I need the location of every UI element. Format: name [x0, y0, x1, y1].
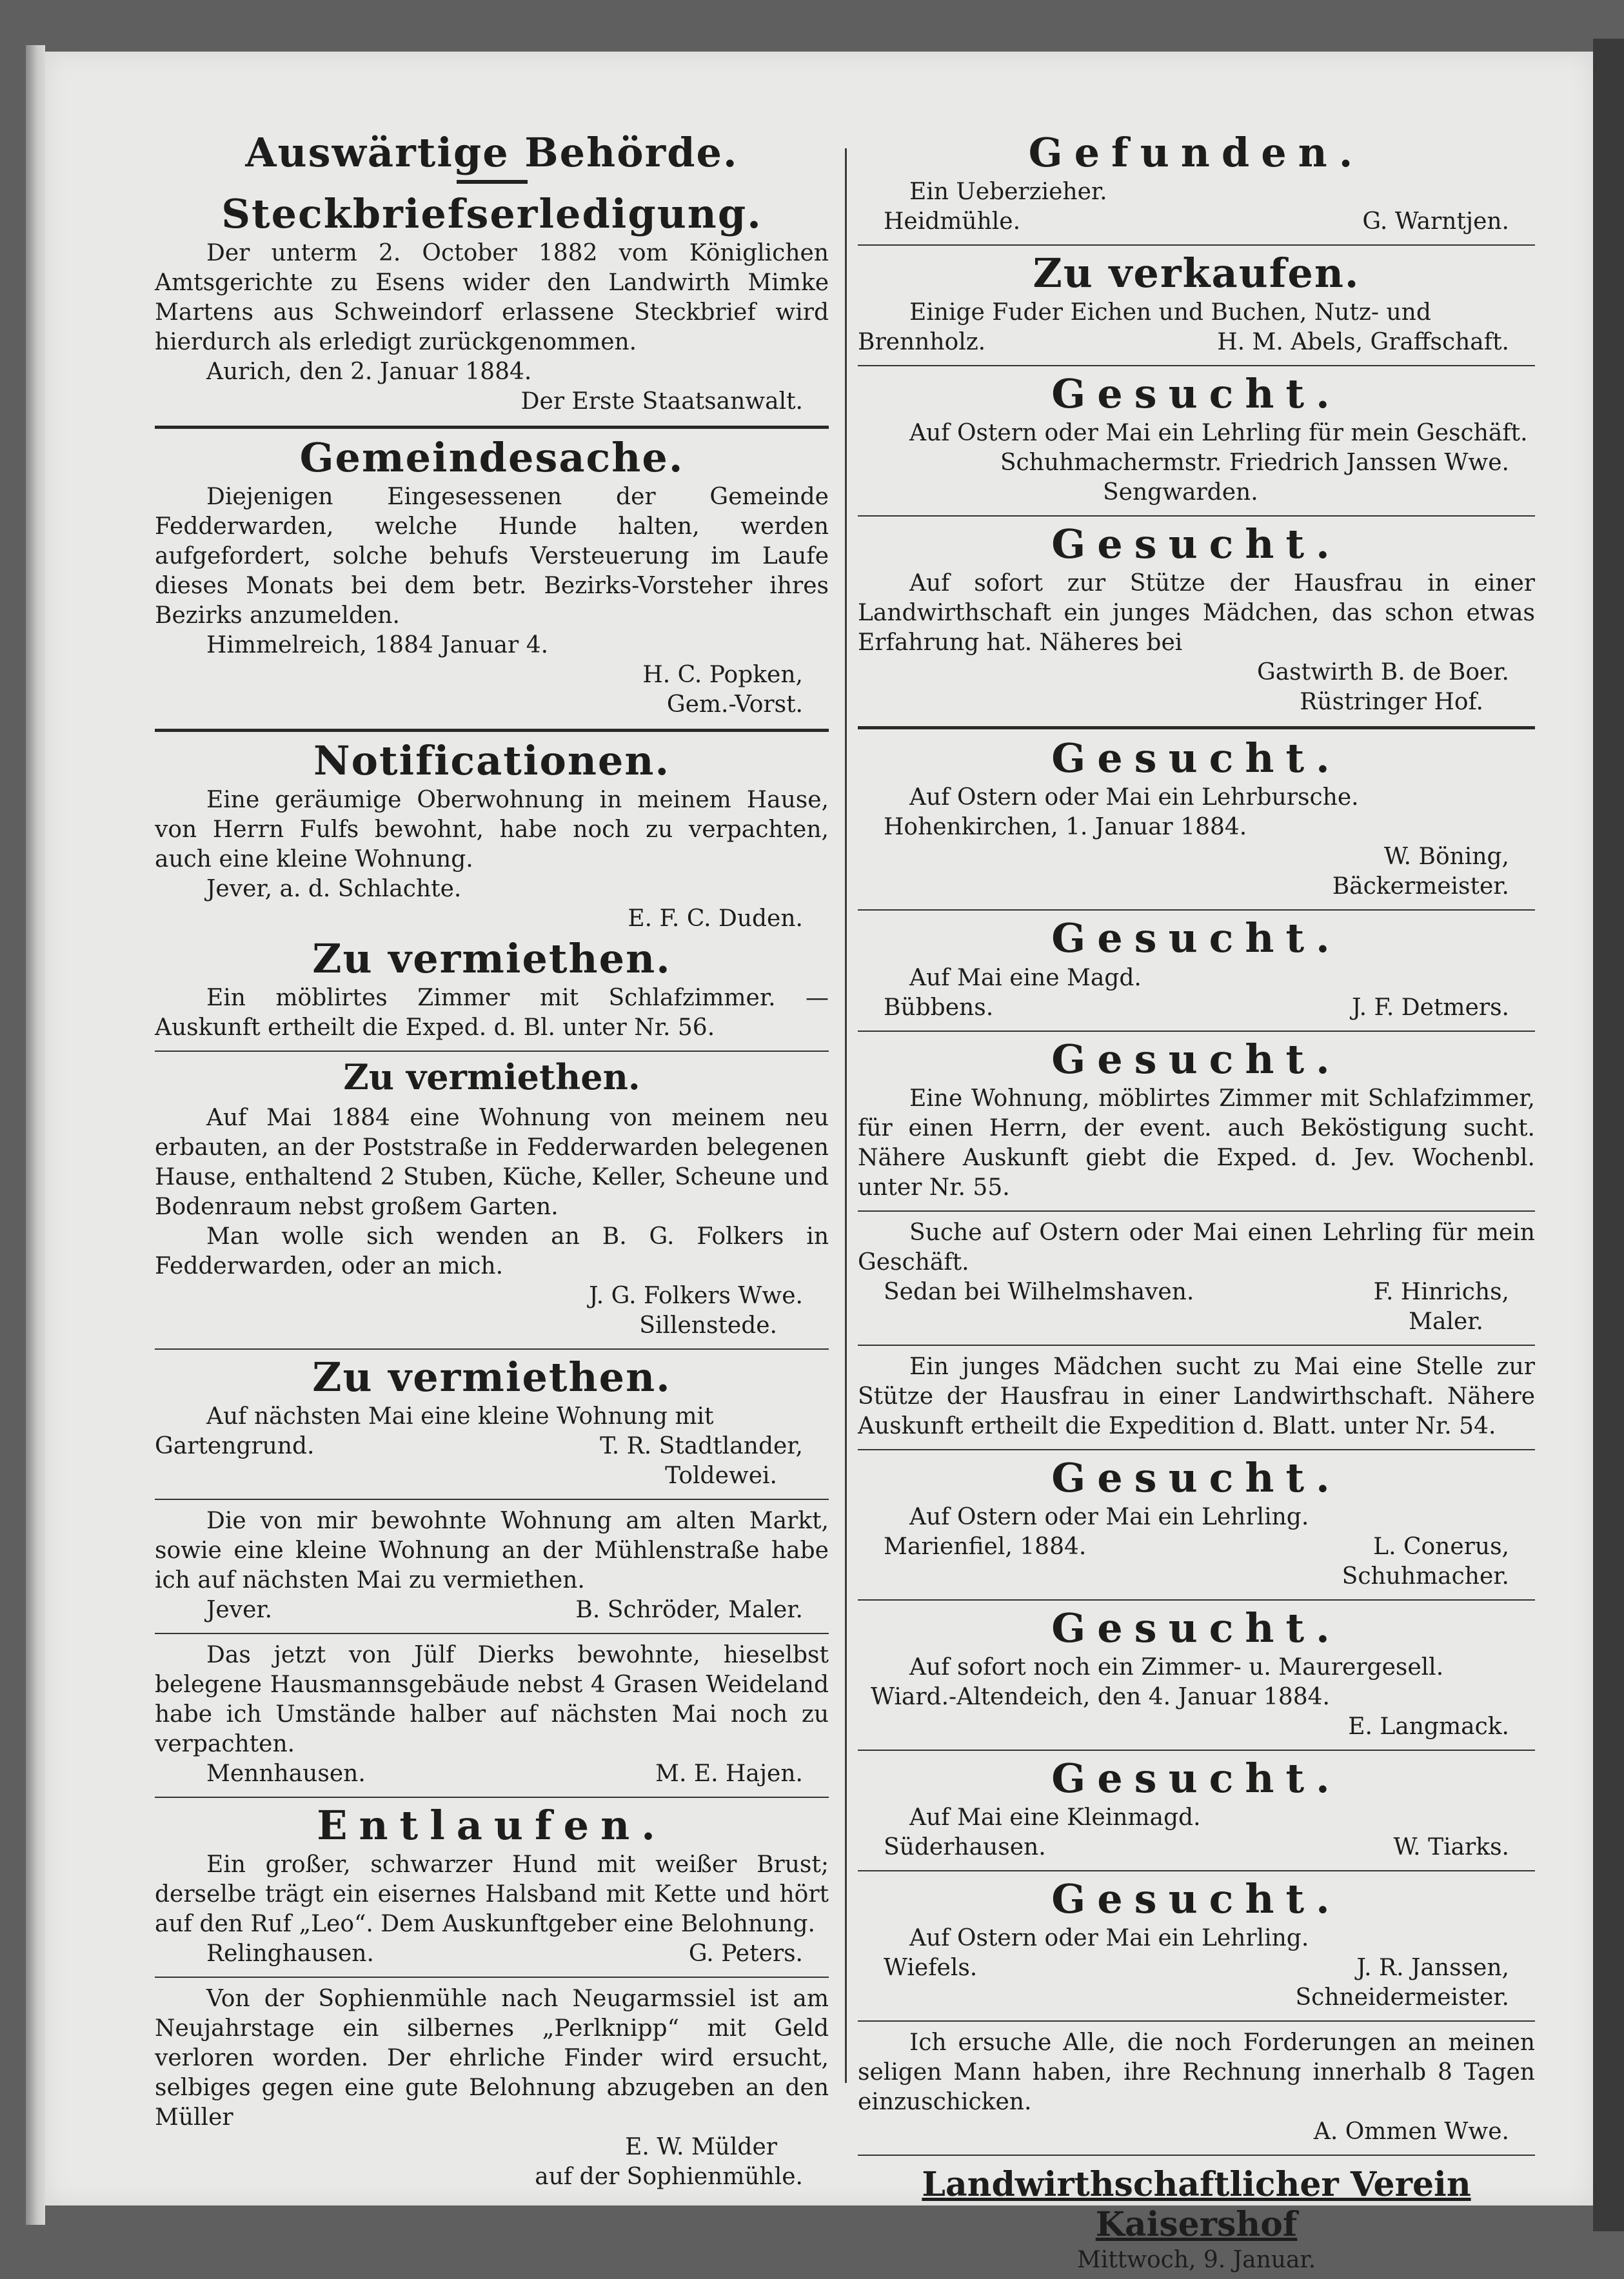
notice-place: Wiefels.	[884, 1955, 978, 1982]
notice-body: Der unterm 2. October 1882 vom Königlichen Amtsgerichte zu Esens wider den Landwirth Mimke Martens aus Schweindorf erlassene Steckbrief wird hierdurch als erledigt zurückgenommen.	[155, 240, 829, 356]
notice-gesucht-1	[858, 370, 1535, 508]
notice-place: Jever.	[206, 1596, 273, 1623]
notice-hausmannsgebaeude	[155, 1641, 829, 1789]
notice-body: Auf Ostern oder Mai ein Lehrling.	[909, 1925, 1309, 1952]
notice-lehrling-maler	[858, 1218, 1535, 1337]
notice-body-end: Gartengrund.	[155, 1432, 315, 1459]
separator-rule	[155, 1977, 829, 1978]
notice-signature: G. Warntjen.	[1362, 208, 1509, 235]
notice-body: Ein junges Mädchen sucht zu Mai eine Stelle zur Stütze der Hausfrau in einer Landwirthschaft. Nähere Auskunft ertheilt die Expedition d. Blatt. unter Nr. 54.	[858, 1353, 1535, 1439]
notice-place-date: Hohenkirchen, 1. Januar 1884.	[884, 814, 1247, 841]
notice-gesucht-6	[858, 1454, 1535, 1592]
separator-rule	[858, 726, 1535, 729]
separator-rule	[155, 1797, 829, 1798]
notice-gesucht-5	[858, 1035, 1535, 1203]
notice-body: Eine geräumige Oberwohnung in meinem Hause, von Herrn Fulfs bewohnt, habe noch zu verpachten, auch eine kleine Wohnung.	[155, 787, 829, 873]
notice-body: Die von mir bewohnte Wohnung am alten Markt, sowie eine kleine Wohnung an der Mühlenstraße habe ich auf nächsten Mai zu vermiethen.	[155, 1507, 829, 1593]
separator-rule	[155, 729, 829, 732]
notice-title: Gesucht.	[1051, 1035, 1342, 1083]
notice-gemeindesache	[155, 434, 829, 720]
notice-signature-place: Sillenstede.	[639, 1312, 777, 1339]
left-column	[155, 129, 829, 2196]
notice-signature: T. R. Stadtlander,	[600, 1432, 803, 1459]
notice-vermiethen-3	[155, 1353, 829, 1491]
notice-signature: M. E. Hajen.	[655, 1760, 803, 1787]
separator-rule	[858, 2155, 1535, 2156]
notice-footer-row	[155, 1759, 829, 1789]
notice-title: Zu vermiethen.	[312, 1353, 671, 1401]
notice-body: Suche auf Ostern oder Mai einen Lehrling für mein Geschäft.	[858, 1219, 1535, 1276]
notice-signature: A. Ommen Wwe.	[1313, 2118, 1509, 2146]
separator-rule	[858, 515, 1535, 517]
separator-rule	[858, 1345, 1535, 1346]
separator-rule	[155, 1633, 829, 1634]
notice-body: Auf nächsten Mai eine kleine Wohnung mit	[206, 1403, 714, 1430]
notice-place-date: Aurich, den 2. Januar 1884.	[206, 359, 532, 386]
separator-rule	[858, 1449, 1535, 1450]
notice-body: Auf Mai eine Kleinmagd.	[909, 1804, 1201, 1831]
notice-title: Gemeindesache.	[299, 434, 684, 482]
notice-signature: W. Böning,	[1383, 844, 1509, 871]
notice-footer-row	[858, 1278, 1535, 1307]
notice-title: Gesucht.	[1051, 370, 1342, 418]
notice-signature: H. C. Popken,	[642, 662, 803, 689]
verein-title: Landwirthschaftlicher Verein Kaisershof	[922, 2165, 1471, 2245]
separator-rule	[858, 1210, 1535, 1212]
notice-footer-row	[858, 1833, 1535, 1862]
notice-steckbrief	[155, 190, 829, 417]
notice-gesucht-2	[858, 520, 1535, 717]
notice-signature: H. M. Abels, Graffschaft.	[1217, 329, 1509, 356]
separator-rule	[858, 909, 1535, 911]
notice-signature-place: Toldewei.	[665, 1462, 777, 1489]
notice-body: Auf Mai 1884 eine Wohnung von meinem neu erbauten, an der Poststraße in Fedderwarden belegenen Hause, enthaltend 2 Stuben, Küche, Keller, Scheune und Bodenraum nebst großem Garten.	[155, 1104, 829, 1220]
notice-signature: J. G. Folkers Wwe.	[589, 1282, 803, 1309]
notice-gesucht-4	[858, 914, 1535, 1022]
notice-title: Gesucht.	[1051, 735, 1342, 782]
notice-title: Gesucht.	[1051, 1875, 1342, 1922]
separator-rule	[858, 244, 1535, 246]
notice-signature-title: Maler.	[1409, 1308, 1483, 1335]
notice-title: Gesucht.	[1051, 1454, 1342, 1501]
notice-gesucht-7	[858, 1604, 1535, 1742]
notice-signature-title: Schneidermeister.	[1295, 1984, 1509, 2011]
notice-body: Einige Fuder Eichen und Buchen, Nutz- und	[909, 299, 1431, 326]
right-column	[858, 129, 1535, 2279]
notice-gefunden	[858, 129, 1535, 237]
notice-stelle-gesucht	[858, 1352, 1535, 1441]
notice-footer-row	[858, 1953, 1535, 1983]
notice-title: Zu verkaufen.	[1033, 250, 1360, 297]
verein-date: Mittwoch, 9. Januar.	[1076, 2246, 1316, 2273]
notice-signature: J. F. Detmers.	[1352, 994, 1509, 1021]
notice-title: Gesucht.	[1051, 914, 1342, 962]
notice-place-date: Wiard.-Altendeich, den 4. Januar 1884.	[871, 1683, 1330, 1710]
notice-body: Diejenigen Eingesessenen der Gemeinde Fedderwarden, welche Hunde halten, werden aufgefordert, solche behufs Versteuerung im Laufe dieses Monats bei dem betr. Bezirks-Vorsteher ihres Bezirks anzumelden.	[155, 484, 829, 629]
notice-body: Auf Ostern oder Mai ein Lehrling für mein Geschäft.	[909, 420, 1528, 447]
notice-signature: L. Conerus,	[1373, 1533, 1509, 1560]
notice-signature-title: Schuhmacher.	[1342, 1563, 1509, 1590]
notice-body: Von der Sophienmühle nach Neugarmssiel ist am Neujahrstage ein silbernes „Perlknipp“ mit Geld verloren worden. Der ehrliche Finder wird ersucht, selbiges gegen eine gute Belohnung abzugeben an den Müller	[155, 1986, 829, 2131]
short-rule	[457, 180, 528, 184]
separator-rule	[858, 1750, 1535, 1751]
notice-notificationen	[155, 737, 829, 934]
notice-signature: J. R. Janssen,	[1356, 1955, 1509, 1982]
separator-rule	[858, 1031, 1535, 1032]
notice-footer-row	[858, 328, 1535, 357]
notice-place: Sedan bei Wilhelmshaven.	[884, 1278, 1194, 1305]
notice-signature: E. Langmack.	[1348, 1713, 1509, 1740]
notice-title: Zu vermiethen.	[343, 1056, 640, 1098]
notice-title: Gefunden.	[1028, 129, 1365, 176]
separator-rule	[858, 1870, 1535, 1871]
notice-place: Mennhausen.	[206, 1760, 366, 1787]
notice-place: Jever, a. d. Schlachte.	[206, 876, 462, 903]
notice-title: Zu vermiethen.	[312, 935, 671, 983]
notice-footer-row	[155, 1432, 829, 1461]
notice-place: Süderhausen.	[884, 1833, 1046, 1860]
separator-rule	[858, 365, 1535, 366]
separator-rule	[155, 1051, 829, 1052]
notice-signature: E. W. Mülder	[625, 2134, 777, 2161]
scan-border	[1593, 39, 1624, 2231]
notice-title: Gesucht.	[1051, 520, 1342, 568]
notice-place: Marienfiel, 1884.	[884, 1533, 1087, 1560]
section-title: Auswärtige Behörde.	[245, 129, 738, 176]
notice-gesucht-3	[858, 737, 1535, 902]
notice-body: Ich ersuche Alle, die noch Forderungen an meinen seligen Mann haben, ihre Rechnung innerhalb 8 Tagen einzuschicken.	[858, 2029, 1535, 2116]
separator-rule	[155, 1348, 829, 1350]
notice-footer-row	[858, 207, 1535, 237]
notice-verein	[858, 2165, 1535, 2275]
notice-forderungen	[858, 2028, 1535, 2147]
notice-signature: F. Hinrichs,	[1373, 1278, 1509, 1305]
notice-body: Das jetzt von Jülf Dierks bewohnte, hieselbst belegene Hausmannsgebäude nebst 4 Grasen Weideland habe ich Umstände halber auf nächsten Mai noch zu verpachten.	[155, 1641, 829, 1757]
notice-footer-row	[858, 1532, 1535, 1562]
separator-rule	[155, 426, 829, 429]
notice-signature: Der Erste Staatsanwalt.	[520, 388, 803, 415]
notice-place: Heidmühle.	[884, 208, 1021, 235]
notice-body: Auf sofort noch ein Zimmer- u. Maurergesell.	[909, 1653, 1444, 1681]
notice-entlaufen	[155, 1801, 829, 1969]
notice-place: Bübbens.	[884, 994, 994, 1021]
notice-body: Ein möblirtes Zimmer mit Schlafzimmer. — Auskunft ertheilt die Exped. d. Bl. unter Nr. 56.	[155, 985, 829, 1041]
notice-signature: E. F. C. Duden.	[628, 905, 803, 932]
notice-body: Eine Wohnung, möblirtes Zimmer mit Schlafzimmer, für einen Herrn, der event. auch Beköstigung sucht. Nähere Auskunft giebt die Exped. d. Jev. Wochenbl. unter Nr. 55.	[858, 1085, 1535, 1201]
notice-title: Steckbriefserledigung.	[221, 190, 762, 238]
notice-body: Auf Ostern oder Mai ein Lehrbursche.	[909, 784, 1359, 811]
notice-body: Auf sofort zur Stütze der Hausfrau in einer Landwirthschaft ein junges Mädchen, das schon etwas Erfahrung hat. Näheres bei	[858, 570, 1535, 656]
notice-body: Ein Ueberzieher.	[909, 179, 1107, 206]
notice-body: Auf Ostern oder Mai ein Lehrling.	[909, 1503, 1309, 1530]
notice-verkaufen	[858, 252, 1535, 357]
notice-signature-title: Bäckermeister.	[1332, 873, 1509, 900]
notice-signature: Schuhmachermstr. Friedrich Janssen Wwe.	[1000, 449, 1509, 477]
separator-rule	[858, 2020, 1535, 2022]
notice-title: Notificationen.	[313, 737, 671, 785]
page-edge	[26, 45, 45, 2225]
notice-footer-row	[858, 993, 1535, 1023]
notice-body: Ein großer, schwarzer Hund mit weißer Brust; derselbe trägt ein eisernes Halsband mit Kette und hört auf den Ruf „Leo“. Dem Auskunftgeber eine Belohnung.	[155, 1851, 829, 1938]
notice-wohnung-markt	[155, 1506, 829, 1625]
notice-place: Relinghausen.	[206, 1940, 374, 1968]
notice-signature-place: Sengwarden.	[1103, 479, 1258, 506]
notice-gesucht-8	[858, 1754, 1535, 1862]
separator-rule	[858, 1599, 1535, 1601]
notice-body-end: Brennholz.	[858, 329, 986, 356]
notice-body-2: Man wolle sich wenden an B. G. Folkers in Fedderwarden, oder an mich.	[155, 1223, 829, 1279]
notice-gesucht-9	[858, 1875, 1535, 2013]
notice-signature-place: auf der Sophienmühle.	[535, 2164, 803, 2191]
notice-body: Auf Mai eine Magd.	[909, 964, 1142, 991]
notice-vermiethen-1	[155, 935, 829, 1043]
column-divider	[845, 148, 847, 2083]
notice-perlknipp	[155, 1984, 829, 2192]
notice-place-date: Himmelreich, 1884 Januar 4.	[206, 632, 549, 659]
notice-signature-place: Rüstringer Hof.	[1300, 689, 1483, 716]
notice-signature: Gastwirth B. de Boer.	[1256, 659, 1509, 686]
separator-rule	[155, 1499, 829, 1500]
notice-title: Gesucht.	[1051, 1604, 1342, 1652]
notice-signature: B. Schröder, Maler.	[575, 1596, 803, 1623]
notice-title: Gesucht.	[1051, 1754, 1342, 1802]
notice-signature-title: Gem.-Vorst.	[666, 691, 803, 718]
notice-footer-row	[155, 1939, 829, 1969]
notice-signature: W. Tiarks.	[1393, 1833, 1509, 1860]
notice-footer-row	[155, 1595, 829, 1625]
notice-signature: G. Peters.	[688, 1940, 803, 1968]
notice-title: Entlaufen.	[317, 1801, 667, 1849]
notice-vermiethen-2	[155, 1058, 829, 1340]
